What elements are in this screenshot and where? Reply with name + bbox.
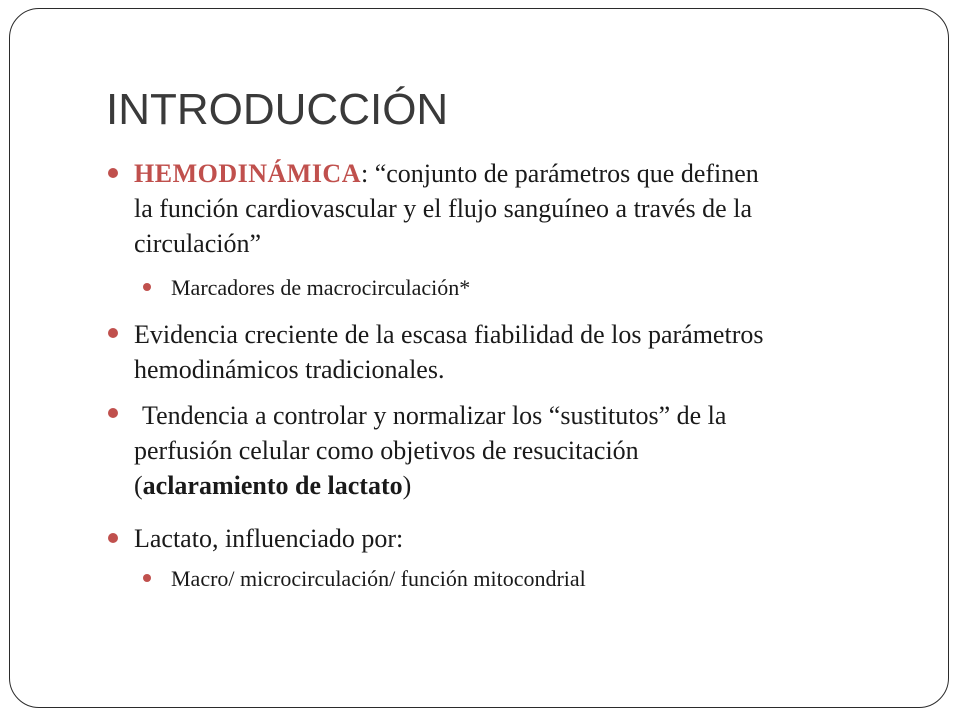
definition-text: : “conjunto de parámetros que definen [361, 159, 759, 188]
bullet-line: Evidencia creciente de la escasa fiabilidad de los parámetros [134, 320, 764, 349]
bullet-dot [108, 328, 118, 338]
paren-close: ) [402, 471, 412, 500]
bullet-tendencia [134, 398, 726, 503]
bullet-line: la función cardiovascular y el flujo sanguíneo a través de la [134, 194, 752, 223]
sub-bullet-dot [143, 574, 151, 582]
sub-bullet-dot [143, 283, 151, 291]
aclaramiento-lactato: aclaramiento de lactato [142, 471, 403, 500]
bullet-line: circulación” [134, 229, 262, 258]
bullet-lactato: Lactato, influenciado por: [134, 524, 404, 553]
paren-open: ( [134, 471, 143, 500]
bullet-line [134, 468, 726, 503]
bullet-line [134, 156, 759, 191]
bullet-line: perfusión celular como objetivos de resucitación [134, 436, 639, 465]
sub-bullet-circulacion: Macro/ microcirculación/ función mitocondrial [171, 566, 586, 591]
bullet-dot [108, 408, 118, 418]
bullet-dot [108, 168, 118, 178]
bullet-line: hemodinámicos tradicionales. [134, 355, 445, 384]
bullet-evidencia [134, 317, 763, 387]
bullet-line: Tendencia a controlar y normalizar los “sustitutos” de la [142, 401, 727, 430]
sub-bullet-macrocirculacion: Marcadores de macrocirculación* [171, 275, 471, 300]
slide-title: INTRODUCCIÓN [106, 85, 449, 134]
bullet-dot [108, 533, 118, 543]
bullet-hemodinamica [134, 156, 759, 261]
term-hemodinamica: HEMODINÁMICA [134, 159, 361, 188]
